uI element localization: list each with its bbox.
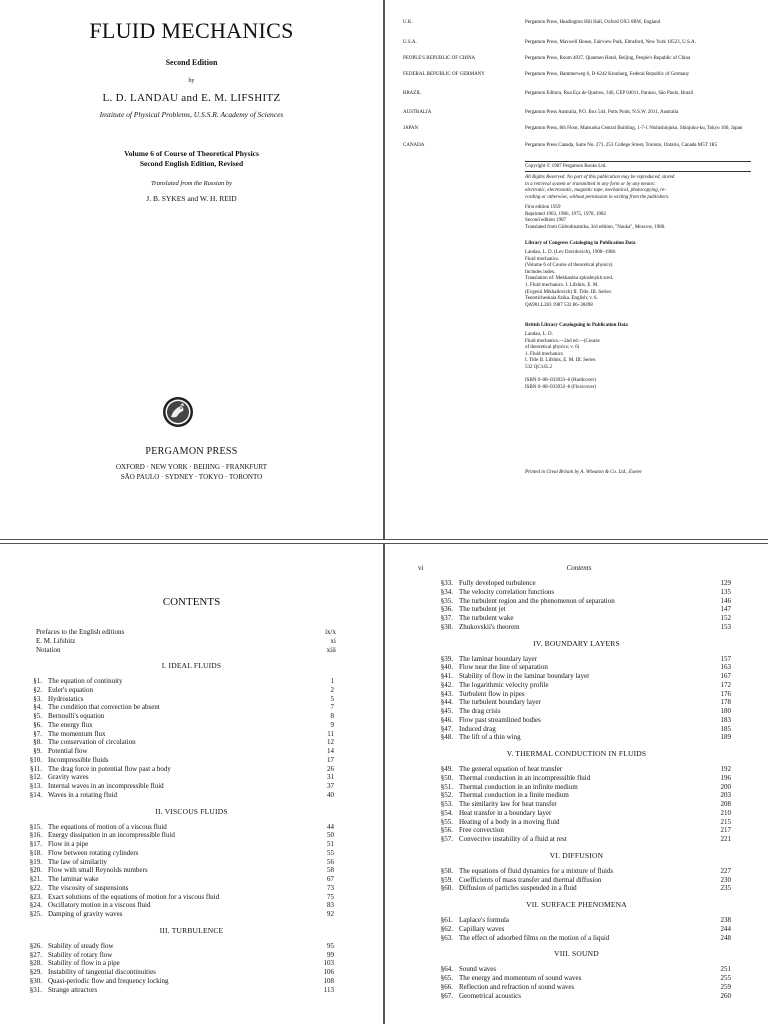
toc-page-number: 2 [330,685,334,694]
chapter-heading: I. IDEAL FLUIDS [161,661,222,670]
history-line: First edition 1959 [525,205,561,210]
toc-page-number: 221 [720,835,731,843]
toc-row [24,985,334,995]
toc-page-number: 75 [327,892,334,901]
loc-line: QA901.L283 1987 532 86–30498 [525,302,593,308]
toc-section-number: §59. [440,875,453,884]
toc-page-number: 185 [720,724,731,733]
chapter-heading: IV. BOUNDARY LAYERS [533,638,620,648]
toc-page-number: 103 [323,959,334,968]
toc-entry-title: Stability of flow in the laminar boundary layer [459,672,590,680]
preface-row [36,645,336,655]
toc-section-number: §9. [33,747,42,755]
toc-page-number: 67 [327,875,334,883]
toc-entry-title: Thermal conduction in an incompressible fluid [459,773,591,782]
title-page [0,0,384,540]
toc-page-number: 26 [327,764,334,773]
rights-line: in a retrieval system or transmitted in any form or by any means: [525,181,656,187]
toc-page-number: 113 [323,985,334,994]
toc-page-number: 55 [327,848,334,857]
toc-section-number: §2. [33,685,42,694]
toc-page-number: 259 [720,982,731,991]
toc-row [435,834,731,844]
loc-cataloging-data [525,250,757,309]
bl-line: I. Title II. Lifshits, E. M. III. Series [525,358,596,364]
toc-entry-title: Damping of gravity waves [48,910,123,918]
toc-entry-title: Zhukovskii's theorem [459,622,520,631]
toc-page-number: 135 [720,587,731,596]
divider [525,161,751,162]
toc-page-number: 215 [720,817,731,826]
preface-page: xi [330,636,336,645]
volume-info [0,149,383,169]
page-number: vi [418,564,424,572]
bl-heading: British Library Cataloguing in Publication Data [525,323,628,328]
toc-page-number: 40 [327,790,334,799]
running-head [418,564,740,572]
toc-entry-title: Stability of flow in a pipe [48,959,120,968]
toc-page-number: 56 [327,857,334,866]
toc-page-number: 129 [720,579,731,587]
toc-entry-title: Turbulent flow in pipes [459,689,525,698]
toc-entry-title: The viscosity of suspensions [48,883,129,892]
toc-section-number: §26. [29,941,42,950]
toc-page-number: 203 [720,791,731,800]
toc-section-number: §16. [29,831,42,840]
toc-page-number: 172 [720,680,731,689]
chapter-heading: V. THERMAL CONDUCTION IN FLUIDS [506,749,647,758]
toc-page-number: 73 [327,883,334,892]
toc-section-number: §55. [440,817,453,826]
toc-page-number: 251 [720,965,731,974]
toc-page-number: 14 [327,747,334,755]
toc-section-number: §6. [33,720,42,729]
toc-page-number: 95 [327,941,334,950]
toc-page-number: 83 [327,901,334,910]
toc-entry-title: Heat transfer in a boundary layer [459,808,552,817]
toc-entry-title: Geometrical acoustics [459,991,522,1000]
address-text: Pergamon Press, Maxwell House, Fairview Park, Elmsford, New York 10523, U.S.A. [525,40,696,45]
edition-label: Second Edition [165,58,218,67]
toc-page-number: 12 [327,738,334,747]
toc-entry-title: The momentum flux [48,729,106,738]
address-country: JAPAN [403,126,419,131]
history-line: Translated from Gidrodinamika, 3rd edition, "Nauka", Moscow, 1986. [525,224,666,230]
address-country: FEDERAL REPUBLIC OF GERMANY [403,72,485,77]
toc-page-number: 152 [720,614,731,622]
toc-page-number: 153 [720,622,731,631]
address-text: Pergamon Press, Room 4037, Qianmen Hotel, Beijing, People's Republic of China [525,56,691,61]
toc-entry-title: Stability of rotary flow [48,950,113,959]
toc-row [435,732,731,742]
rights-line: All Rights Reserved. No part of this publication may be reproduced, stored [525,175,675,180]
toc-entry-title: The energy flux [48,720,93,729]
toc-section-number: §3. [33,694,42,703]
toc-row [435,933,731,943]
preface-page: ix/x [325,628,336,636]
toc-section-number: §47. [440,724,453,733]
toc-entry-title: Convective instability of a fluid at rest [459,835,567,843]
toc-page-number: 180 [720,707,731,715]
toc-entry-title: Fully developed turbulence [459,579,536,587]
toc-page-number: 238 [720,916,731,924]
toc-entry-title: The logarithmic velocity profile [459,680,549,689]
chapter-heading: VI. DIFFUSION [549,850,604,860]
chapter-heading: VII. SURFACE PHENOMENA [526,900,627,909]
toc-section-number: §7. [33,729,42,738]
toc-entry-title: Capillary waves [459,924,505,933]
toc-entry-title: Flow past streamlined bodies [459,715,541,724]
address-text: Pergamon Editora, Rua Eça de Queiros, 346, CEP 04011, Paraiso, São Paulo, Brazil [525,91,694,96]
toc-section-number: §58. [440,866,453,875]
toc-page-number: 50 [327,831,334,840]
toc-page-number: 99 [327,950,334,959]
by-label: by [188,78,195,84]
toc-page-number: 11 [327,729,334,738]
history-line: Second edition 1987 [525,218,567,224]
toc-entry-title: Exact solutions of the equations of motion for a viscous fluid [48,892,220,901]
toc-page-number: 176 [720,689,731,698]
toc-entry-title: Euler's equation [48,685,93,694]
toc-section-number: §53. [440,800,453,808]
toc-entry-title: The energy and momentum of sound waves [459,974,582,982]
toc-page-number: 230 [720,875,731,884]
toc-entry-title: Strange attractors [48,985,98,994]
toc-section-number: §31. [29,985,42,994]
toc-section-number: §12. [29,773,42,782]
toc-page-number: 147 [720,605,731,614]
toc-entry-title: Reflection and refraction of sound waves [459,982,575,991]
toc-section-number: §24. [29,901,42,910]
address-text: Pergamon Press, Hammerweg 6, D-6242 Kronberg, Federal Republic of Germany [525,72,690,77]
publisher-name: PERGAMON PRESS [145,446,238,457]
translated-from: Translated from the Russian by [150,180,232,187]
toc-section-number: §13. [29,782,42,790]
toc-page-number: 44 [327,822,334,831]
toc-section-number: §22. [29,883,42,892]
toc-entry-title: Quasi-periodic flow and frequency locking [48,976,169,985]
toc-section-number: §39. [440,654,453,663]
toc-entry-title: The turbulent wake [459,614,514,622]
toc-entry-title: The equation of continuity [48,677,123,685]
toc-page-number: 106 [323,968,334,976]
toc-section-number: §44. [440,698,453,707]
toc-page-number: 189 [720,733,731,742]
toc-entry-title: Energy dissipation in an incompressible fluid [48,831,175,840]
toc-page-number: 210 [720,808,731,817]
loc-heading: Library of Congress Cataloging in Publication Data [525,241,636,246]
toc-entry-title: Flow in a pipe [48,840,89,848]
loc-line: Includes index. [525,269,556,275]
toc-entry-title: Internal waves in an incompressible fluid [48,782,164,790]
toc-page-number: 178 [720,698,731,707]
toc-entry-title: The similarity law for heat transfer [459,800,557,808]
volume-line: Volume 6 of Course of Theoretical Physics [124,149,259,158]
toc-entry-title: Bernoulli's equation [48,712,105,720]
contents-page-left [0,543,384,1024]
bl-line: Fluid mechanics.—2nd ed.—(Course [525,338,600,344]
toc-entry-title: The laminar boundary layer [459,654,537,663]
toc-page-number: 200 [720,782,731,791]
toc-entry-title: Potential flow [48,747,88,755]
toc-entry-title: Heating of a body in a moving fluid [459,817,560,826]
contents-heading: CONTENTS [162,596,221,608]
toc-entry-title: The equations of motion of a viscous fluid [48,822,167,831]
toc-entry-title: Gravity waves [48,773,89,782]
bl-line: Landau, L. D. [525,332,553,337]
toc-entry-title: Stability of steady flow [48,941,114,950]
toc-entry-title: Induced drag [459,724,496,733]
toc-entry-title: The equations of fluid dynamics for a mixture of fluids [459,866,614,875]
toc-row [435,991,731,1001]
toc-entry-title: Instability of tangential discontinuities [48,968,156,976]
toc-entry-title: Oscillatory motion in a viscous fluid [48,901,151,910]
toc-section-number: §11. [30,764,42,773]
toc-entry-title: Flow with small Reynolds numbers [48,866,148,875]
cities-line-1: OXFORD · NEW YORK · BEIJING · FRANKFURT [115,463,268,471]
address-country: AUSTRALIA [403,110,432,115]
toc-section-number: §28. [29,959,42,968]
rights-line: cording or otherwise, without permission in writing from the publishers. [525,194,670,200]
isbn-line: ISBN 0–08–033932–8 (Flexicover) [525,384,597,390]
toc-section-number: §5. [33,712,42,720]
toc-section-number: §52. [440,791,453,800]
toc-page-number: 183 [720,715,731,724]
toc-entry-title: Flow near the line of separation [459,663,548,672]
toc-entry-title: Laplace's formula [459,916,510,924]
toc-section-number: §63. [440,933,453,942]
toc-section-number: §18. [29,848,42,857]
toc-entry-title: Waves in a rotating fluid [48,790,118,799]
toc-section-number: §20. [29,866,42,875]
toc-page-number: 7 [330,703,334,712]
toc-section-number: §23. [29,892,42,901]
toc-page-number: 248 [720,933,731,942]
toc-entry-title: Thermal conduction in a finite medium [459,791,569,800]
toc-section-number: §46. [440,715,453,724]
chapter-heading: II. VISCOUS FLUIDS [155,806,228,816]
address-country: U.K. [403,20,413,25]
toc-section-number: §29. [29,968,42,976]
toc-entry-title: The turbulent boundary layer [459,698,541,707]
bl-line: 1. Fluid mechanics [525,351,563,357]
toc-section-number: §38. [440,622,453,631]
isbn-numbers [525,378,757,391]
address-text: Pergamon Press Canada, Suite No. 271, 253 College Street, Toronto, Ontario, Canada M5T 1R5 [525,143,718,148]
toc-section-number: §25. [29,910,42,918]
toc-page-number: 146 [720,596,731,605]
toc-page-number: 260 [720,991,731,1000]
printer-line: Printed in Great Britain by A. Wheaton & Co. Ltd., Exeter [525,470,642,475]
toc-page-number: 196 [720,773,731,782]
divider [525,171,751,172]
toc-section-number: §42. [440,680,453,689]
toc-entry-title: The effect of adsorbed films on the motion of a liquid [459,933,610,942]
authors: L. D. LANDAU and E. M. LIFSHITZ [102,92,281,104]
toc-section-number: §66. [440,982,453,991]
copyright-line: Copyright © 1987 Pergamon Books Ltd. [525,164,607,169]
toc-page-number: 255 [720,974,731,982]
toc-entry-title: Flow between rotating cylinders [48,848,139,857]
address-country: BRAZIL [403,91,422,96]
copyright-page [384,0,768,540]
chapter-heading: VIII. SOUND [554,949,599,959]
toc-section-number: §8. [33,738,42,747]
toc-section-number: §33. [440,579,453,587]
toc-section-number: §40. [440,663,453,672]
toc-section-number: §27. [29,950,42,959]
toc-section-number: §54. [440,808,453,817]
toc-entry-title: Coefficients of mass transfer and thermal diffusion [459,875,602,884]
toc-page-number: 235 [720,884,731,893]
toc-section-number: §45. [440,707,453,715]
toc-section-number: §64. [440,965,453,974]
isbn-line: ISBN 0–08–033933–6 (Hardcover) [525,378,596,383]
institute: Institute of Physical Problems, U.S.S.R. Academy of Sciences [99,110,284,119]
toc-page-number: 192 [720,765,731,773]
toc-entry-title: The law of similarity [48,857,107,866]
toc-row [24,790,334,800]
toc-entry-title: The general equation of heat transfer [459,765,563,773]
toc-page-number: 208 [720,800,731,808]
loc-line: Teoreticheskaia fizika. English; v. 6. [525,296,598,302]
toc-section-number: §15. [29,822,42,831]
toc-section-number: §37. [440,614,453,622]
address-text: Pergamon Press, 8th Floor, Matsuoka Central Building, 1-7-1 Nishishinjuku, Shinjuku-ku, Tokyo 160, Japan [525,126,743,131]
toc-section-number: §62. [440,924,453,933]
loc-line: (Volume 6 of Course of theoretical physics) [525,263,613,269]
toc-page-number: 167 [720,672,731,680]
toc-page-number: 5 [330,694,334,703]
toc-section-number: §17. [29,840,42,848]
toc-section-number: §65. [440,974,453,982]
toc-entry-title: The laminar wake [48,875,99,883]
toc-page-number: 1 [330,677,334,685]
toc-page-number: 51 [327,840,334,848]
toc-entry-title: The conservation of circulation [48,738,136,747]
toc-page-number: 17 [327,755,334,764]
chapter-heading: III. TURBULENCE [159,925,224,935]
loc-line: 1. Fluid mechanics. I. Lifshits, E. M. [525,282,599,288]
address-country: U.S.A. [403,40,417,45]
toc-page-number: 217 [720,826,731,835]
address-country: PEOPLE'S REPUBLIC OF CHINA [403,56,476,61]
toc-page-number: 8 [330,712,334,720]
bl-line: of theoretical physics; v. 6) [525,345,580,351]
contents-page-right [384,543,768,1024]
toc-page-number: 163 [720,663,731,672]
toc-row [435,883,731,893]
toc-entry-title: Hydrostatics [48,694,84,703]
toc-section-number: §34. [440,587,453,596]
toc-section-number: §43. [440,689,453,698]
address-text: Pergamon Press Australia, P.O. Box 544, Potts Point, N.S.W. 2011, Australia [525,110,679,115]
loc-line: Translation of: Mekhanika sploshnykh sred. [525,276,614,282]
rights-line: electronic, electrostatic, magnetic tape, mechanical, photocopying, re- [525,188,666,194]
bl-cataloging-data [525,332,757,372]
toc-section-number: §10. [29,755,42,764]
toc-entry-title: The velocity correlation functions [459,587,555,596]
preface-page: xiii [326,645,336,654]
english-edition-line: Second English Edition, Revised [139,159,244,168]
rights-statement [525,175,757,201]
toc-section-number: §49. [440,765,453,773]
toc-section-number: §50. [440,773,453,782]
address-text: Pergamon Press, Headington Hill Hall, Oxford OX3 0BW, England [525,20,661,25]
translators: J. B. SYKES and W. H. REID [146,194,237,203]
toc-section-number: §67. [440,991,453,1000]
preface-title: Notation [36,645,61,654]
toc-section-number: §61. [440,916,453,924]
toc-entry-title: The turbulent region and the phenomenon of separation [459,596,615,605]
toc-entry-title: Thermal conduction in an infinite medium [459,782,578,791]
toc-page-number: 92 [327,910,334,918]
preface-title: E. M. Lifshitz [36,636,76,645]
toc-entry-title: The drag crisis [459,707,501,715]
toc-section-number: §19. [29,857,42,866]
book-title: FLUID MECHANICS [89,18,294,43]
toc-entry-title: Incompressible fluids [48,755,109,764]
toc-entry-title: The drag force in potential flow past a body [48,764,171,773]
toc-section-number: §4. [33,703,42,712]
toc-page-number: 108 [323,976,334,985]
bl-line: 532 QC145.2 [525,364,552,370]
cities-line-2: SÃO PAULO · SYDNEY · TOKYO · TORONTO [120,473,263,481]
running-title: Contents [566,564,592,572]
toc-entry-title: Diffusion of particles suspended in a fluid [459,884,577,893]
toc-section-number: §57. [440,835,453,843]
toc-section-number: §51. [440,782,453,791]
toc-page-number: 58 [327,866,334,875]
toc-entry-title: Sound waves [459,965,497,974]
history-line: Reprinted 1963, 1966, 1975, 1978, 1982 [525,211,606,217]
toc-page-number: 9 [330,720,334,729]
toc-entry-title: The lift of a thin wing [459,733,521,742]
toc-section-number: §36. [440,605,453,614]
loc-line: Landau, L. D. (Lev Davidovich), 1908–1968. [525,250,617,255]
toc-page-number: 244 [720,924,731,933]
edition-history [525,205,757,231]
toc-page-number: 227 [720,866,731,875]
toc-section-number: §60. [440,884,453,893]
toc-row [24,909,334,919]
pergamon-logo-icon [162,396,194,428]
toc-row [435,622,731,632]
toc-section-number: §35. [440,596,453,605]
toc-entry-title: Free convection [459,826,504,835]
loc-line: (Evgenii Mikhailovich) II. Title. III. Series: [525,289,612,295]
toc-section-number: §41. [440,672,453,680]
toc-page-number: 37 [327,782,334,790]
toc-section-number: §1. [33,677,42,685]
preface-title: Prefaces to the English editions [36,628,125,636]
toc-section-number: §56. [440,826,453,835]
toc-section-number: §30. [29,976,42,985]
toc-section-number: §14. [29,790,42,799]
toc-section-number: §48. [440,733,453,742]
toc-entry-title: The turbulent jet [459,605,506,614]
address-country: CANADA [403,143,425,148]
toc-page-number: 157 [720,654,731,663]
loc-line: Fluid mechanics. [525,256,560,262]
publisher-cities [0,462,383,482]
toc-entry-title: The condition that convection be absent [48,703,160,712]
toc-section-number: §21. [29,875,42,883]
toc-page-number: 31 [327,773,334,782]
